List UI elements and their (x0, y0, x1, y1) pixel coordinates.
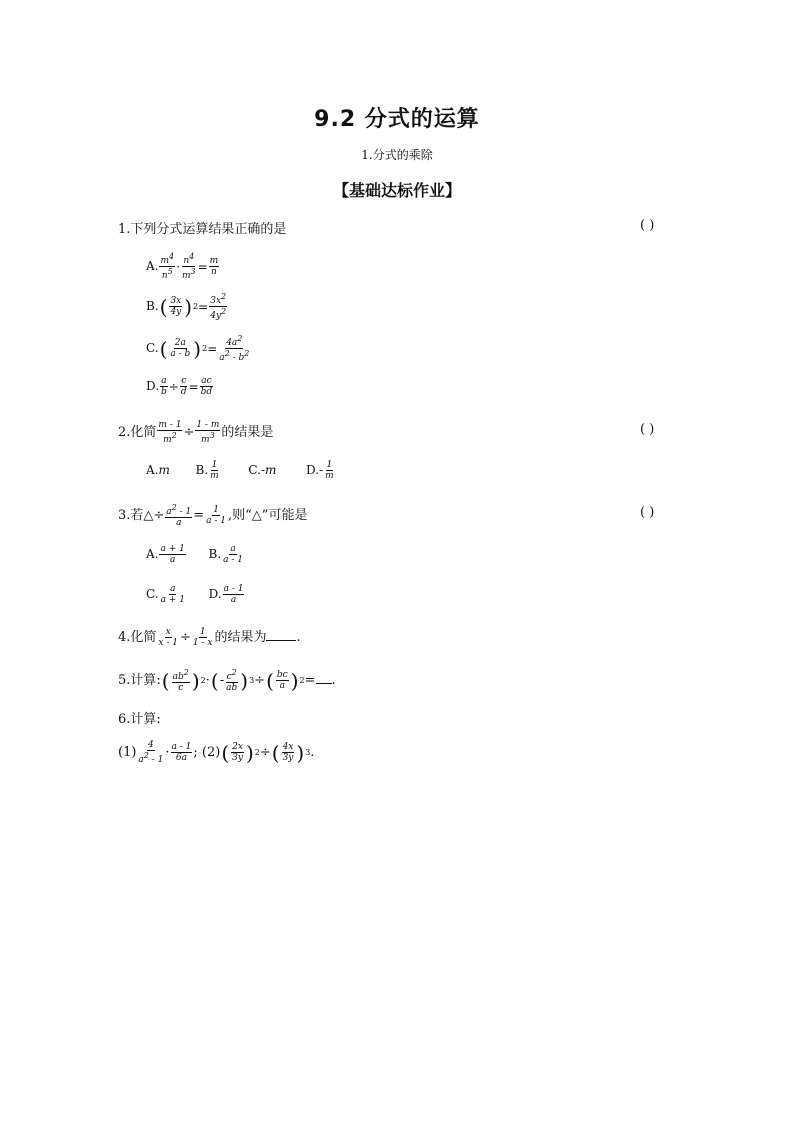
page-title: 9.2 分式的运算 (314, 107, 480, 132)
question-4-formula: $\frac{x}{x - 1}$ ÷ $\frac{1}{1 - x}$ (158, 627, 213, 648)
question-3-options-row-1 (146, 544, 245, 565)
question-5-formula: ( $\frac{ab2}{c}$ ) 2 · ( - $\frac{c2}{ab}$ ) 3 ÷ ( $\frac{bc}{a}$ ) 2 = (161, 668, 316, 693)
question-2: 2.化简 $\frac{m - 1}{m2}$ ÷ $\frac{1 - m}{m3}$ 的结果是 (118, 420, 274, 445)
question-1 (118, 218, 286, 237)
question-5-answer-blank[interactable] (316, 671, 332, 684)
option-b-formula: ( $\frac{3x}{4y}$ ) 2 = $\frac{3x2}{4y2}$ (159, 292, 227, 321)
question-2-option-a: A.m (146, 463, 170, 477)
question-4-answer-blank[interactable] (266, 628, 296, 641)
question-6-parts: (1) $\frac{4}{a2 - 1}$ · $\frac{a - 1}{6a}$ ; (2) ( $\frac{2x}{3y}$ ) 2 ÷ ( $\frac{4x}{3y}$ ) 3 . (118, 740, 315, 765)
question-1-option-a: A. $\frac{m4}{n5}$ · $\frac{n4}{m3}$ = $\frac{m}{n}$ (146, 252, 219, 281)
section-heading: 【基础达标作业】 (332, 181, 461, 200)
question-3-option-d: D. $\frac{a - 1}{a}$ (208, 584, 244, 605)
option-a-formula: $\frac{m4}{n5}$ · $\frac{n4}{m3}$ = $\frac{m}{n}$ (160, 252, 219, 281)
question-2-options (146, 460, 336, 481)
question-3-options-row-2 (146, 584, 245, 605)
question-2-formula: $\frac{m - 1}{m2}$ ÷ $\frac{1 - m}{m3}$ (158, 420, 220, 445)
question-1-option-b: B. ( $\frac{3x}{4y}$ ) 2 = $\frac{3x2}{4y2}$ (146, 292, 227, 321)
question-5: 5.计算: ( $\frac{ab2}{c}$ ) 2 · ( - $\frac{c2}{ab}$ ) 3 ÷ ( $\frac{bc}{a}$ ) 2 =. (118, 668, 336, 693)
question-1-answer-paren: ( ) (640, 218, 655, 233)
option-d-formula: $\frac{a}{b}$ ÷ $\frac{c}{d}$ = $\frac{ac}{bd}$ (161, 376, 213, 397)
question-6: 6.计算: (118, 712, 161, 727)
question-6-part-1-formula: $\frac{4}{a2 - 1}$ · $\frac{a - 1}{6a}$ (138, 740, 192, 765)
question-3-formula: $\frac{a2 - 1}{a}$ = $\frac{1}{a - 1}$ (166, 503, 227, 528)
question-2-option-c: C.-m (248, 463, 277, 477)
question-4: 4.化简 $\frac{x}{x - 1}$ ÷ $\frac{1}{1 - x}$ 的结果为 . (118, 627, 301, 648)
question-6-part-2-formula: ( $\frac{2x}{3y}$ ) 2 ÷ ( $\frac{4x}{3y}$ ) 3 . (221, 740, 315, 765)
question-2-option-d: D.- $\frac{1}{m}$ (306, 460, 334, 481)
option-c-formula: ( $\frac{2a}{a - b}$ ) 2 = $\frac{4a2}{a2 - b2}$ (159, 334, 250, 363)
page-subtitle: 1.分式的乘除 (361, 148, 433, 162)
question-3: 3.若△÷ $\frac{a2 - 1}{a}$ = $\frac{1}{a - 1}$ ,则“△”可能是 (118, 503, 308, 528)
question-2-option-b: B. $\frac{1}{m}$ (195, 460, 219, 481)
question-3-option-c: C. $\frac{a}{a + 1}$ (146, 584, 185, 605)
question-1-option-d: D. $\frac{a}{b}$ ÷ $\frac{c}{d}$ = $\frac{ac}{bd}$ (146, 376, 213, 397)
question-3-option-b: B. $\frac{a}{a - 1}$ (208, 544, 243, 565)
question-3-answer-paren: ( ) (640, 505, 655, 520)
question-3-option-a: A. $\frac{a + 1}{a}$ (146, 544, 185, 565)
question-1-text: 1.下列分式运算结果正确的是 (118, 222, 287, 237)
question-1-option-c: C. ( $\frac{2a}{a - b}$ ) 2 = $\frac{4a2}{a2 - b2}$ (146, 334, 250, 363)
question-2-answer-paren: ( ) (640, 422, 655, 437)
